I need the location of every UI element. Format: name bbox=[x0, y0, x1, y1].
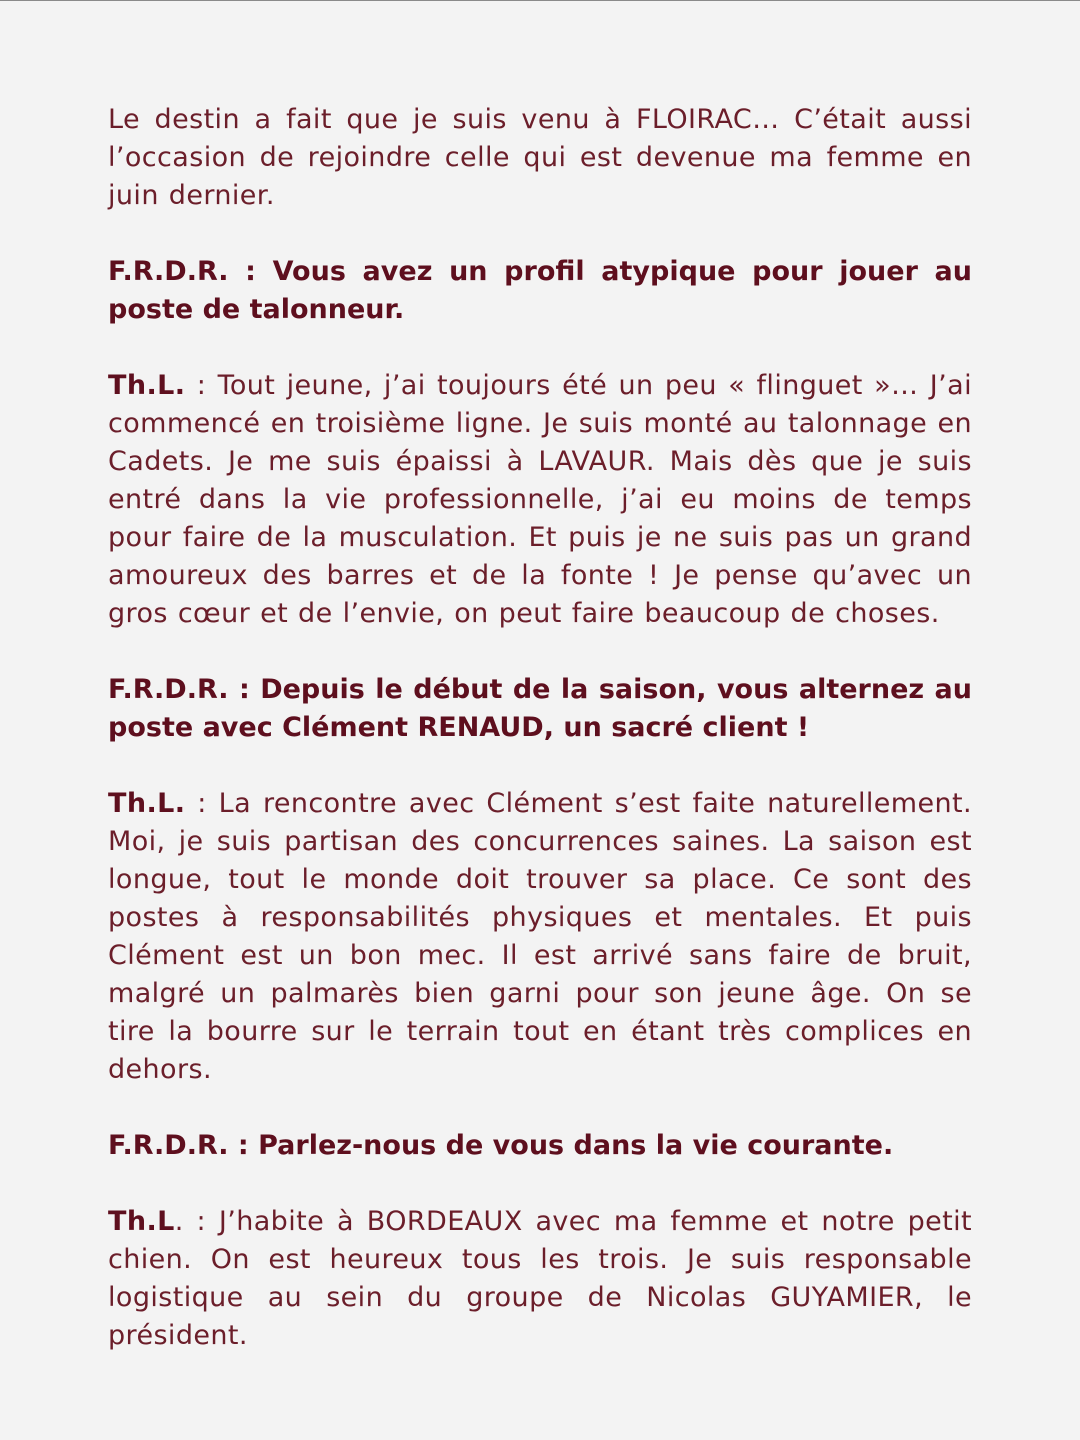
question-1: F.R.D.R. : Vous avez un profil atypique pour jouer au poste de talonneur. bbox=[108, 256, 972, 325]
answer-3 bbox=[108, 1203, 972, 1355]
answer-2-text: : La rencontre avec Clément s’est faite naturellement. Moi, je suis partisan des concurrences saines. La saison est longue, tout le monde doit trouver sa place. Ce sont des postes à responsabilités physiques et mentales. Et puis Clément est un bon mec. Il est arrivé sans faire de bruit, malgré un palmarès bien garni pour son jeune âge. On se tire la bourre sur le terrain tout en étant très complices en dehors. bbox=[108, 788, 972, 1085]
speaker-label: Th.L. bbox=[108, 788, 186, 819]
speaker-label: Th.L bbox=[108, 1206, 175, 1237]
intro-paragraph: Le destin a fait que je suis venu à FLOIRAC… C’était aussi l’occasion de rejoindre celle qui est devenue ma femme en juin dernier. bbox=[108, 104, 972, 211]
top-border-line bbox=[0, 0, 1080, 1]
question-3: F.R.D.R. : Parlez-nous de vous dans la vie courante. bbox=[108, 1130, 894, 1161]
answer-2 bbox=[108, 785, 972, 1089]
question-2: F.R.D.R. : Depuis le début de la saison, vous alternez au poste avec Clément RENAUD, un sacré client ! bbox=[108, 674, 972, 743]
speaker-label: Th.L. bbox=[108, 370, 186, 401]
answer-3-text: . : J’habite à BORDEAUX avec ma femme et notre petit chien. On est heureux tous les trois. Je suis responsable logistique au sein du groupe de Nicolas GUYAMIER, le président. bbox=[108, 1206, 972, 1351]
interview-article bbox=[108, 101, 972, 1355]
answer-1 bbox=[108, 367, 972, 633]
answer-1-text: : Tout jeune, j’ai toujours été un peu « flinguet »… J’ai commencé en troisième ligne. Je suis monté au talonnage en Cadets. Je me suis épaissi à LAVAUR. Mais dès que je suis entré dans la vie professionnelle, j’ai eu moins de temps pour faire de la musculation. Et puis je ne suis pas un grand amoureux des barres et de la fonte ! Je pense qu’avec un gros cœur et de l’envie, on peut faire beaucoup de choses. bbox=[108, 370, 972, 629]
